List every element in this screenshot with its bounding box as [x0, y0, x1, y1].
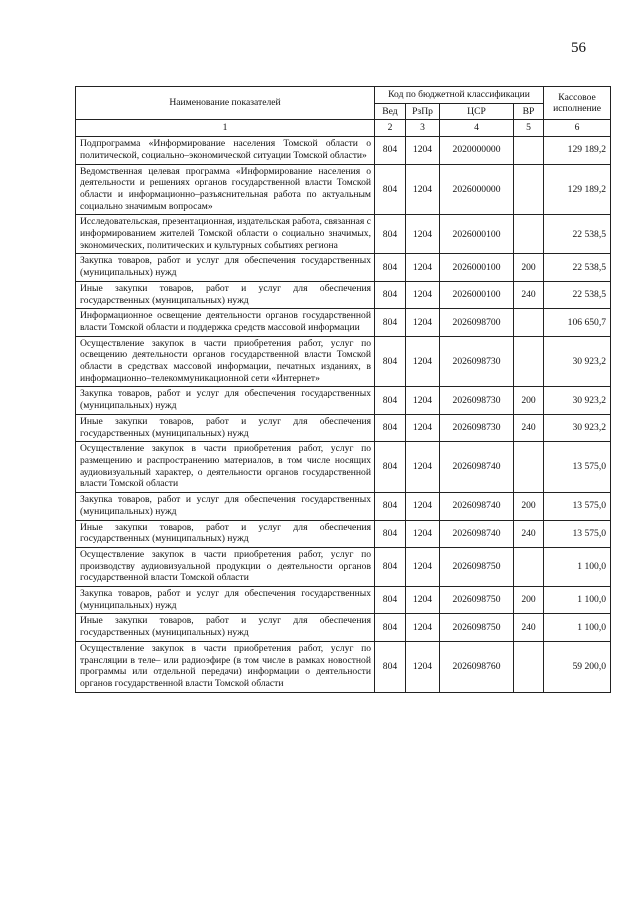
row-ved: 804	[375, 442, 406, 493]
row-name: Иные закупки товаров, работ и услуг для обеспечения государственных (муниципальных) нужд	[76, 414, 375, 441]
row-rzpr: 1204	[406, 614, 440, 641]
row-rzpr: 1204	[406, 641, 440, 692]
row-name: Осуществление закупок в части приобретения работ, услуг по производству аудиовизуальной продукции о деятельности органов государственной власти Томской области	[76, 547, 375, 586]
row-csr: 2026000100	[440, 281, 514, 308]
row-rzpr: 1204	[406, 336, 440, 387]
table-row	[76, 215, 611, 254]
row-vr	[514, 336, 544, 387]
row-ved: 804	[375, 215, 406, 254]
row-amount: 30 923,2	[544, 336, 611, 387]
row-name: Исследовательская, презентационная, издательская работа, связанная с информированием жителей Томской области о социально значимых, экономических, политических и культурных событиях региона	[76, 215, 375, 254]
row-rzpr: 1204	[406, 414, 440, 441]
row-amount: 106 650,7	[544, 309, 611, 336]
table-header	[76, 87, 611, 137]
row-csr: 2026098730	[440, 414, 514, 441]
row-rzpr: 1204	[406, 442, 440, 493]
header-num-6: 6	[544, 120, 611, 137]
row-ved: 804	[375, 137, 406, 164]
row-vr: 200	[514, 587, 544, 614]
row-amount: 59 200,0	[544, 641, 611, 692]
header-rzpr: РзПр	[406, 103, 440, 120]
row-rzpr: 1204	[406, 215, 440, 254]
row-name: Иные закупки товаров, работ и услуг для обеспечения государственных (муниципальных) нужд	[76, 520, 375, 547]
row-csr: 2026000000	[440, 164, 514, 215]
row-amount: 13 575,0	[544, 442, 611, 493]
header-num-3: 3	[406, 120, 440, 137]
header-num-5: 5	[514, 120, 544, 137]
header-name: Наименование показателей	[76, 87, 375, 120]
table-row	[76, 641, 611, 692]
row-name: Иные закупки товаров, работ и услуг для обеспечения государственных (муниципальных) нужд	[76, 614, 375, 641]
table-row	[76, 387, 611, 414]
row-ved: 804	[375, 254, 406, 281]
row-amount: 13 575,0	[544, 520, 611, 547]
row-vr	[514, 164, 544, 215]
row-name: Осуществление закупок в части приобретения работ, услуг по размещению и распространению материалов, в том числе носящих аудиовизуальный характер, о деятельности органов государственной власти Томской области	[76, 442, 375, 493]
row-name: Закупка товаров, работ и услуг для обеспечения государственных (муниципальных) нужд	[76, 254, 375, 281]
row-amount: 22 538,5	[544, 215, 611, 254]
row-csr: 2026098740	[440, 520, 514, 547]
row-ved: 804	[375, 614, 406, 641]
row-rzpr: 1204	[406, 254, 440, 281]
row-ved: 804	[375, 493, 406, 520]
row-amount: 1 100,0	[544, 547, 611, 586]
row-name: Иные закупки товаров, работ и услуг для обеспечения государственных (муниципальных) нужд	[76, 281, 375, 308]
row-csr: 2026098700	[440, 309, 514, 336]
row-amount: 13 575,0	[544, 493, 611, 520]
table-row	[76, 309, 611, 336]
row-ved: 804	[375, 641, 406, 692]
row-name: Информационное освещение деятельности органов государственной власти Томской области и поддержка средств массовой информации	[76, 309, 375, 336]
table-row	[76, 137, 611, 164]
row-amount: 22 538,5	[544, 281, 611, 308]
row-csr: 2026098740	[440, 442, 514, 493]
table-row	[76, 442, 611, 493]
row-ved: 804	[375, 309, 406, 336]
row-ved: 804	[375, 547, 406, 586]
row-vr	[514, 641, 544, 692]
row-amount: 1 100,0	[544, 614, 611, 641]
row-vr	[514, 215, 544, 254]
header-ved: Вед	[375, 103, 406, 120]
row-name: Осуществление закупок в части приобретения работ, услуг по трансляции в теле– или радиоэфире (в том числе в рамках новостной программы или отдельной передачи) информации о деятельности органов государственной власти Томской области	[76, 641, 375, 692]
row-amount: 129 189,2	[544, 164, 611, 215]
table-row	[76, 414, 611, 441]
row-vr	[514, 547, 544, 586]
row-amount: 1 100,0	[544, 587, 611, 614]
row-name: Закупка товаров, работ и услуг для обеспечения государственных (муниципальных) нужд	[76, 493, 375, 520]
row-name: Закупка товаров, работ и услуг для обеспечения государственных (муниципальных) нужд	[76, 387, 375, 414]
row-rzpr: 1204	[406, 520, 440, 547]
row-rzpr: 1204	[406, 309, 440, 336]
row-vr: 200	[514, 387, 544, 414]
row-csr: 2026098730	[440, 387, 514, 414]
row-csr: 2026098750	[440, 547, 514, 586]
row-csr: 2026098760	[440, 641, 514, 692]
table-row	[76, 520, 611, 547]
row-vr: 240	[514, 614, 544, 641]
row-csr: 2026000100	[440, 254, 514, 281]
table-row	[76, 493, 611, 520]
table-row	[76, 281, 611, 308]
row-vr: 240	[514, 281, 544, 308]
row-rzpr: 1204	[406, 281, 440, 308]
row-csr: 2026098740	[440, 493, 514, 520]
table-row	[76, 254, 611, 281]
row-csr: 2026098750	[440, 587, 514, 614]
row-csr: 2026098750	[440, 614, 514, 641]
row-vr	[514, 137, 544, 164]
row-rzpr: 1204	[406, 137, 440, 164]
row-csr: 2026098730	[440, 336, 514, 387]
row-vr	[514, 442, 544, 493]
row-vr: 200	[514, 493, 544, 520]
row-name: Осуществление закупок в части приобретения работ, услуг по освещению деятельности органов государственной власти Томской области в средствах массовой информации, печатных изданиях, в информационно–телекоммуникационной сети «Интернет»	[76, 336, 375, 387]
row-ved: 804	[375, 281, 406, 308]
row-ved: 804	[375, 336, 406, 387]
table-body	[76, 137, 611, 693]
row-ved: 804	[375, 414, 406, 441]
budget-execution-table	[75, 86, 611, 693]
table-row	[76, 336, 611, 387]
row-vr: 240	[514, 414, 544, 441]
row-ved: 804	[375, 164, 406, 215]
table-row	[76, 614, 611, 641]
header-code-group: Код по бюджетной классификации	[375, 87, 544, 104]
row-rzpr: 1204	[406, 164, 440, 215]
header-vr: ВР	[514, 103, 544, 120]
row-rzpr: 1204	[406, 587, 440, 614]
row-rzpr: 1204	[406, 547, 440, 586]
row-csr: 2020000000	[440, 137, 514, 164]
row-name: Ведомственная целевая программа «Информирование населения о деятельности и решениях органов государственной власти Томской области и информационно–разъяснительная работа по актуальным социально значимым вопросам»	[76, 164, 375, 215]
header-csr: ЦСР	[440, 103, 514, 120]
table-row	[76, 164, 611, 215]
row-rzpr: 1204	[406, 387, 440, 414]
row-ved: 804	[375, 587, 406, 614]
row-vr: 200	[514, 254, 544, 281]
header-num-2: 2	[375, 120, 406, 137]
row-amount: 129 189,2	[544, 137, 611, 164]
table-row	[76, 587, 611, 614]
row-csr: 2026000100	[440, 215, 514, 254]
header-num-4: 4	[440, 120, 514, 137]
row-ved: 804	[375, 520, 406, 547]
page-number: 56	[571, 40, 586, 56]
row-rzpr: 1204	[406, 493, 440, 520]
header-num-1: 1	[76, 120, 375, 137]
row-vr	[514, 309, 544, 336]
table-row	[76, 547, 611, 586]
row-amount: 30 923,2	[544, 387, 611, 414]
row-vr: 240	[514, 520, 544, 547]
row-amount: 30 923,2	[544, 414, 611, 441]
row-amount: 22 538,5	[544, 254, 611, 281]
row-name: Закупка товаров, работ и услуг для обеспечения государственных (муниципальных) нужд	[76, 587, 375, 614]
row-name: Подпрограмма «Информирование населения Томской области о политической, социально–экономической ситуации Томской области»	[76, 137, 375, 164]
row-ved: 804	[375, 387, 406, 414]
header-cash-execution: Кассовое исполнение	[544, 87, 611, 120]
